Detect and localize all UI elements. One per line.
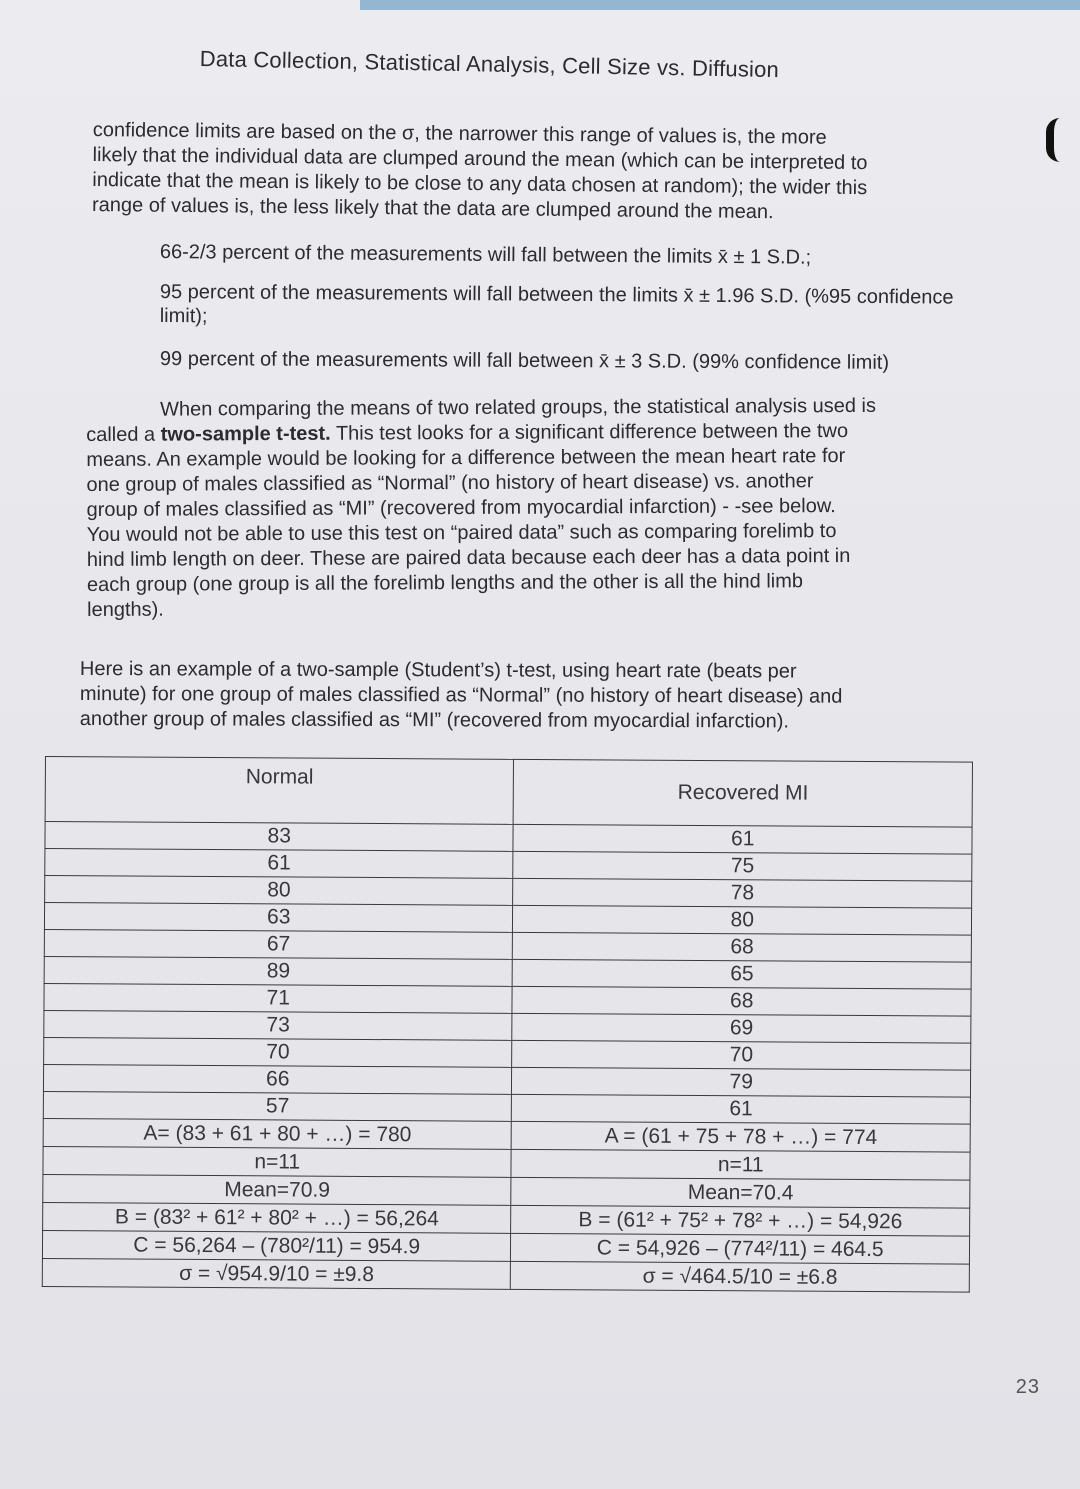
normal-value: 66 <box>43 1064 512 1094</box>
page-number: 23 <box>1015 1376 1040 1398</box>
normal-value: 73 <box>44 1010 513 1040</box>
example-line: minute) for one group of males classified as “Normal” (no history of heart disease) and <box>79 682 843 708</box>
normal-calc: σ = √954.9/10 = ±9.8 <box>42 1258 511 1289</box>
normal-calc: C = 56,264 – (780²/11) = 954.9 <box>42 1230 511 1261</box>
mi-value: 61 <box>513 824 972 854</box>
normal-value: 71 <box>44 983 513 1013</box>
example-line: another group of males classified as “MI” (recovered from myocardial infarction). <box>79 707 789 733</box>
normal-calc: Mean=70.9 <box>43 1174 512 1205</box>
mi-value: 68 <box>512 986 971 1016</box>
mi-value: 70 <box>512 1040 971 1070</box>
normal-value: 63 <box>44 903 513 933</box>
ttest-line: means. An example would be looking for a difference between the mean heart rate for <box>86 445 846 471</box>
normal-value: 67 <box>44 929 513 959</box>
ttest-line: lengths). <box>87 598 164 621</box>
normal-calc: B = (83² + 61² + 80² + …) = 56,264 <box>43 1202 512 1233</box>
ttest-line-pre: called a <box>86 423 161 446</box>
mi-calc: σ = √464.5/10 = ±6.8 <box>511 1261 970 1292</box>
intro-line: range of values is, the less likely that the data are clumped around the mean. <box>91 193 774 224</box>
calc-row <box>42 1258 969 1292</box>
ttest-line: hind limb length on deer. These are paired data because each deer has a data point in <box>86 545 851 571</box>
normal-calc: n=11 <box>43 1146 512 1177</box>
header-normal: Normal <box>45 757 514 825</box>
normal-value: 83 <box>45 822 514 852</box>
mi-value: 68 <box>513 932 972 962</box>
mi-value: 75 <box>513 851 972 881</box>
mi-calc: A = (61 + 75 + 78 + …) = 774 <box>512 1121 971 1152</box>
ttest-line: one group of males classified as “Normal” (no history of heart disease) vs. another <box>86 470 814 496</box>
top-color-band <box>360 0 1080 10</box>
header-recovered-mi: Recovered MI <box>514 759 973 827</box>
ttest-paragraph <box>86 393 1007 623</box>
rule-196-sd: 95 percent of the measurements will fall between the limits x̄ ± 1.96 S.D. (%95 confidence limit); <box>159 280 954 328</box>
mi-value: 61 <box>512 1094 971 1124</box>
page-title: Data Collection, Statistical Analysis, Cell Size vs. Diffusion <box>199 46 780 83</box>
mi-calc: Mean=70.4 <box>511 1177 970 1208</box>
intro-paragraph <box>92 118 993 227</box>
normal-value: 61 <box>45 849 514 879</box>
normal-calc: A= (83 + 61 + 80 + …) = 780 <box>43 1118 512 1149</box>
mi-calc: C = 54,926 – (774²/11) = 464.5 <box>511 1233 970 1264</box>
mi-value: 79 <box>512 1067 971 1097</box>
mi-calc: B = (61² + 75² + 78² + …) = 54,926 <box>511 1205 970 1236</box>
normal-value: 70 <box>44 1037 513 1067</box>
mi-calc: n=11 <box>511 1149 970 1180</box>
mi-value: 69 <box>512 1013 971 1043</box>
ttest-term: two-sample t-test. <box>160 422 331 446</box>
rule-one-sd: 66-2/3 percent of the measurements will fall between the limits x̄ ± 1 S.D.; <box>159 240 812 269</box>
binder-clip <box>1046 118 1072 162</box>
mi-value: 65 <box>513 959 972 989</box>
rule-three-sd: 99 percent of the measurements will fall between x̄ ± 3 S.D. (99% confidence limit) <box>159 348 890 374</box>
example-line: Here is an example of a two-sample (Student’s) t-test, using heart rate (beats per <box>79 658 797 683</box>
table-header-row <box>45 757 972 828</box>
ttest-line: each group (one group is all the forelimb lengths and the other is all the hind limb <box>86 570 804 596</box>
ttest-line-post: This test looks for a significant difference between the two <box>330 420 849 445</box>
mi-value: 80 <box>513 905 972 935</box>
intro-line: confidence limits are based on the σ, the narrower this range of values is, the more <box>92 118 827 149</box>
heart-rate-table <box>42 756 973 1293</box>
intro-line: indicate that the mean is likely to be close to any data chosen at random); the wider this <box>92 168 868 200</box>
ttest-line: group of males classified as “MI” (recovered from myocardial infarction) - -see below. <box>86 495 836 521</box>
ttest-line: You would not be able to use this test on “paired data” such as comparing forelimb to <box>86 520 837 546</box>
intro-line: likely that the individual data are clumped around the mean (which can be interpreted to <box>92 143 868 175</box>
example-paragraph <box>80 657 1000 735</box>
mi-value: 78 <box>513 878 972 908</box>
normal-value: 89 <box>44 956 513 986</box>
normal-value: 57 <box>43 1091 512 1121</box>
normal-value: 80 <box>45 876 514 906</box>
ttest-line: When comparing the means of two related groups, the statistical analysis used is <box>160 394 877 421</box>
